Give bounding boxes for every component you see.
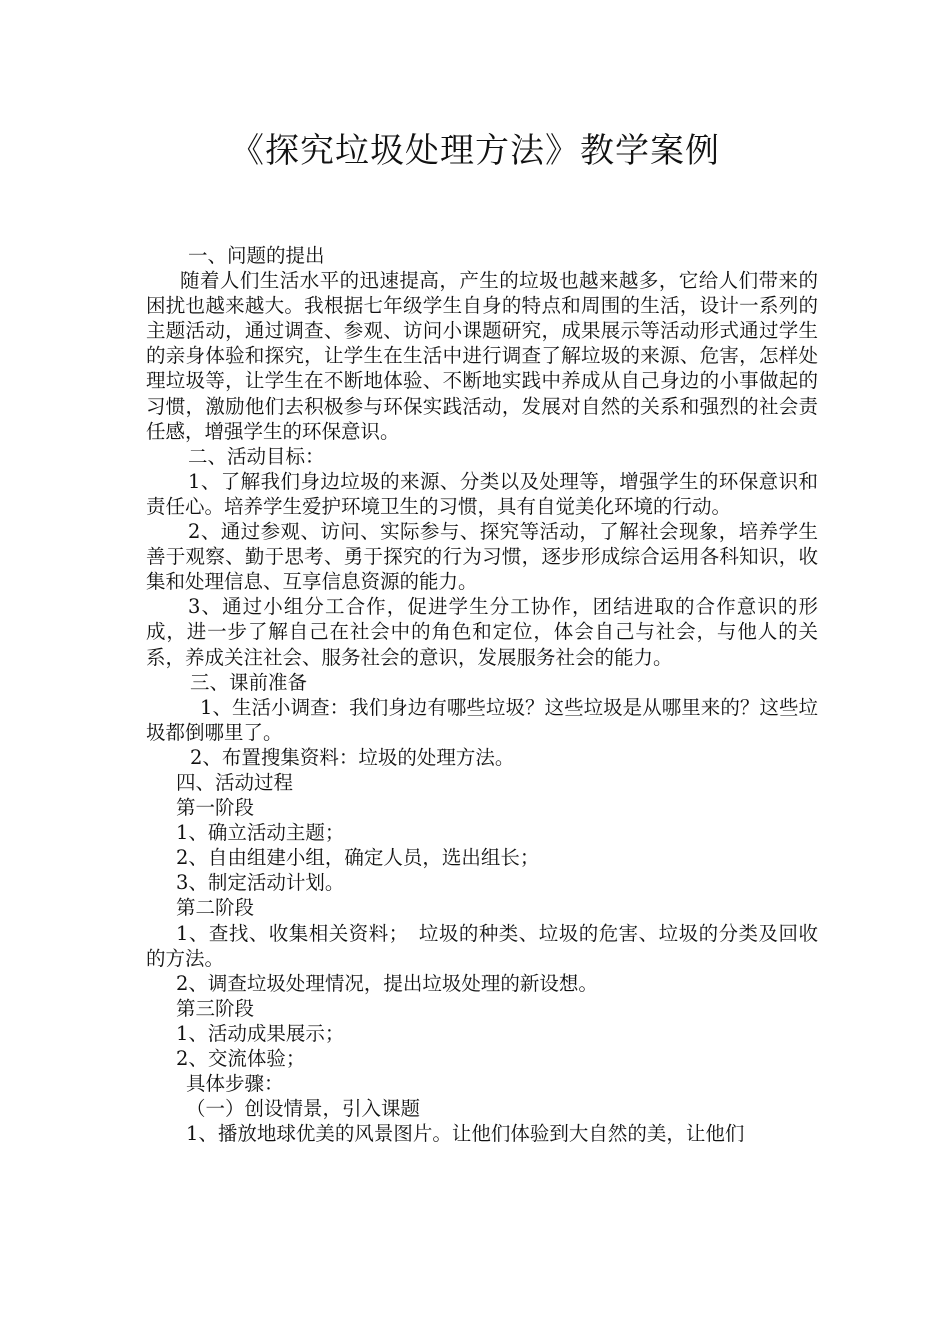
goal-item-2: 2、通过参观、访问、实际参与、探究等活动，了解社会现象，培养学生善于观察、勤于思考、勇于探究的行为习惯，逐步形成综合运用各科知识，收集和处理信息、互享信息资源的能力。 (146, 520, 818, 594)
section-heading-process: 四、活动过程 (176, 770, 294, 794)
stage-1-item-1: 1、确立活动主题； (176, 821, 345, 845)
section-heading-preparation: 三、课前准备 (190, 670, 308, 694)
document-title: 《探究垃圾处理方法》教学案例 (230, 131, 720, 171)
step-1-item-1: 1、播放地球优美的风景图片。让他们体验到大自然的美，让他们 (186, 1122, 745, 1146)
stage-1-item-2: 2、自由组建小组，确定人员，选出组长； (176, 846, 540, 870)
preparation-item-2: 2、布置搜集资料：垃圾的处理方法。 (190, 745, 515, 769)
section-heading-goals: 二、活动目标： (188, 444, 325, 468)
paragraph-background: 随着人们生活水平的迅速提高，产生的垃圾也越来越多，它给人们带来的困扰也越来越大。我根据七年级学生自身的特点和周围的生活，设计一系列的主题活动，通过调查、参观、访问小课题研究，成果展示等活动形式通过学生的亲身体验和探究，让学生在生活中进行调查了解垃圾的来源、危害，怎样处理垃圾等，让学生在不断地体验、不断地实践中养成从自己身边的小事做起的习惯，激励他们去积极参与环保实践活动，发展对自然的关系和强烈的社会责任感，增强学生的环保意识。 (146, 269, 818, 443)
stage-heading-1: 第一阶段 (176, 796, 255, 820)
goal-item-1: 1、了解我们身边垃圾的来源、分类以及处理等，增强学生的环保意识和责任心。培养学生爱护环境卫生的习惯，具有自觉美化环境的行动。 (146, 469, 818, 518)
stage-1-item-3: 3、制定活动计划。 (176, 871, 345, 895)
stage-2-item-1: 1、查找、收集相关资料； 垃圾的种类、垃圾的危害、垃圾的分类及回收的方法。 (146, 921, 818, 970)
step-heading-1: （一）创设情景，引入课题 (186, 1097, 421, 1121)
stage-3-item-2: 2、交流体验； (176, 1047, 306, 1070)
steps-heading: 具体步骤： (186, 1072, 284, 1096)
goal-item-3: 3、通过小组分工合作，促进学生分工协作，团结进取的合作意识的形成，进一步了解自己在社会中的角色和定位，体会自己与社会，与他人的关系，养成关注社会、服务社会的意识，发展服务社会的能力。 (146, 595, 818, 669)
stage-2-item-2: 2、调查垃圾处理情况，提出垃圾处理的新设想。 (176, 971, 598, 995)
section-heading-problem: 一、问题的提出 (188, 244, 325, 267)
stage-heading-3: 第三阶段 (176, 996, 255, 1020)
stage-3-item-1: 1、活动成果展示； (176, 1021, 345, 1045)
preparation-item-1: 1、生活小调查：我们身边有哪些垃圾？这些垃圾是从哪里来的？这些垃圾都倒哪里了。 (146, 695, 818, 744)
stage-heading-2: 第二阶段 (176, 896, 255, 920)
document-body (146, 243, 818, 1146)
